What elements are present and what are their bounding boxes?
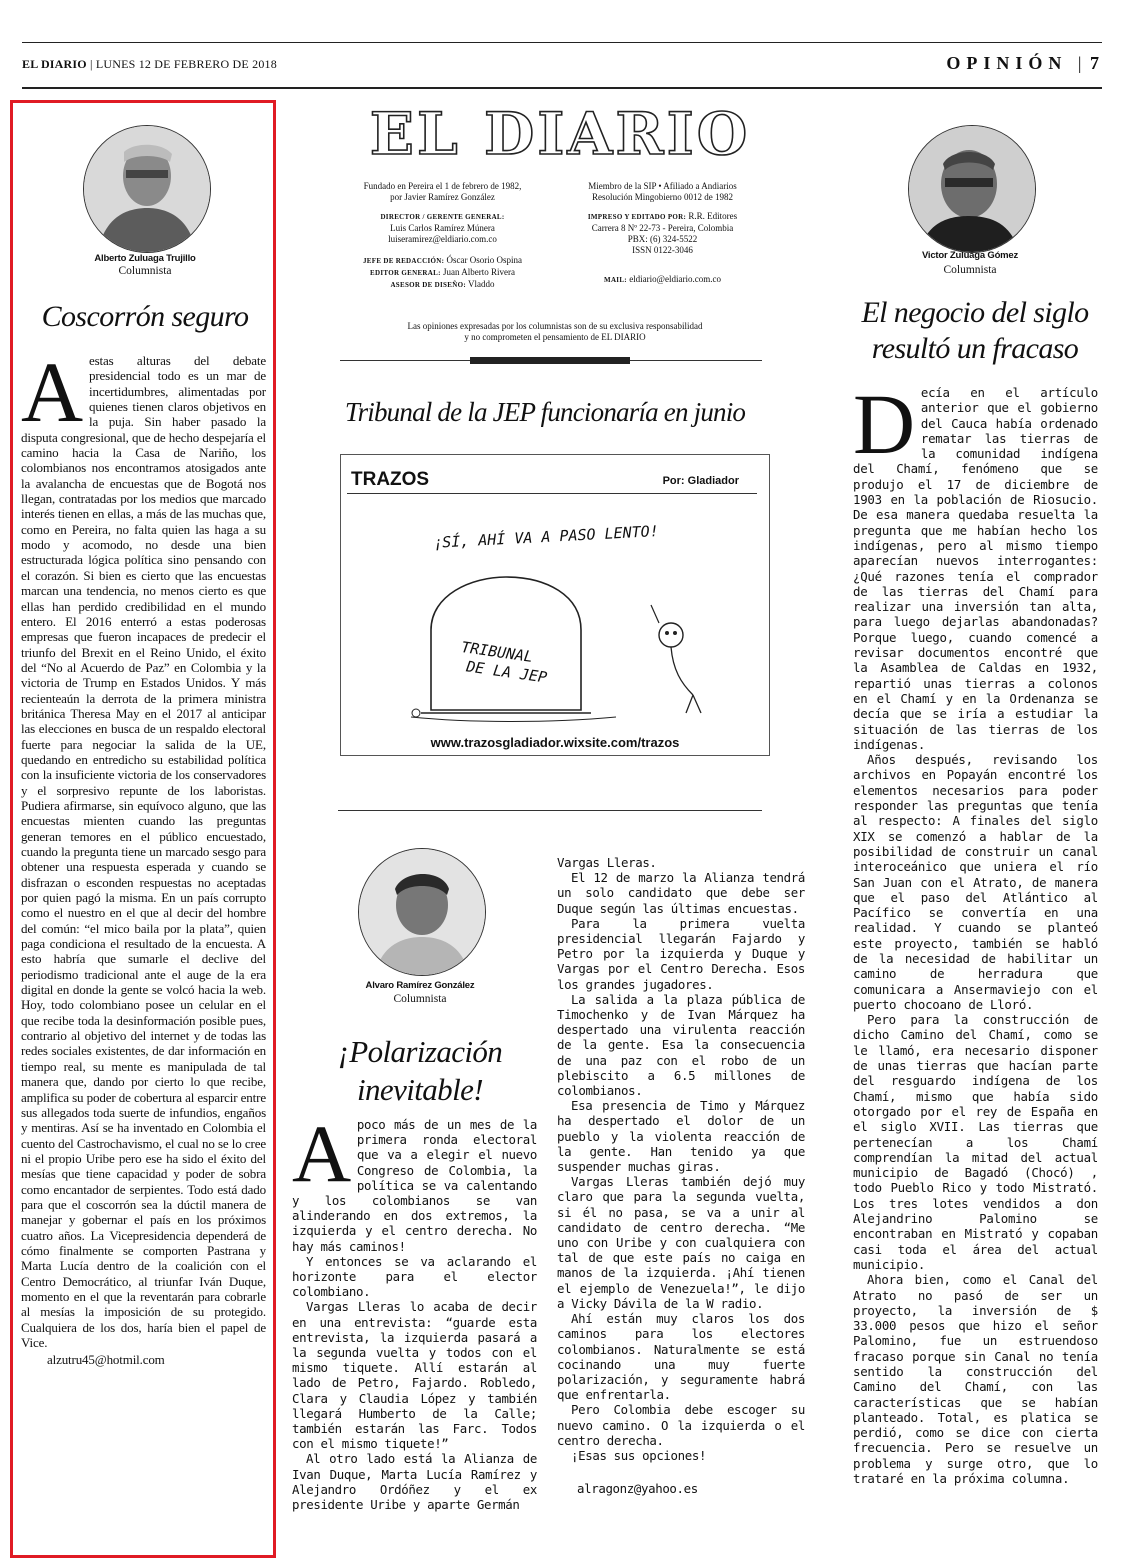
founder-line: por Javier Ramírez González xyxy=(390,192,495,202)
design-label: ASESOR DE DISEÑO: xyxy=(390,281,466,289)
redaccion-name: Óscar Osorio Ospina xyxy=(446,255,522,265)
article-body-middle-col2 xyxy=(557,855,805,1496)
article-text: estas alturas del debate presidencial todo es un mar de incertidumbres, alimentadas por quienes tienen claros objetivos en la puja. Sin haber pasado la disputa congresional, que de hecho despejaría el camino hacia la Casa de Nariño, los colombianos nos encontramos atosigados ante la avalancha de encuestas que de Bogotá nos llegan, contratadas por los medios que marcado interés tienen en ellas, a más de las muchas que, como en Pereira, no falta quien las haga a su modo y acomodo, no desde una bien estructurada lógica política sino pensando con el corazón. Si bien es cierto que las encuestas marcan una tendencia, no menos cierto es que ellas han perdido credibilidad en el mundo entero. El 2016 enterró a estas poderosas empresas que fueron incapaces de predecir el triunfo del Brexit en el Reino Unido, el éxito del “No al Acuerdo de Paz” en Colombia y la victoria de Trump en Estados Unidos. Y más recienteaún la derrota de la primera ministra británica Theresa May en el 2017 al anticipar las elecciones en busca de un respaldo electoral fuerte para negociar la salida de la UE, quedando en entredicho su estabilidad política con la insuficiente victoria de los conservadores y el sorpresivo repunte de los laboristas. Pudiera afirmarse, sin equívoco alguno, que las encuestas mienten cuando las preguntas generan temores en el público encuestado, cuando la pregunta tiene un marcado sesgo para obtener una respuesta esperada y cuando se disfrazan o esconden respuestas no aceptadas por quien pagó la misma. En un país corrupto como el nuestro en el que al decir del hombre del común: “el mico baila por la plata”, quien paga condiciona el resultado de la encuesta. A esto habría que sumarle el declive del periodismo tradicional ante el auge de la era digital en donde la gente se volcó hacia la web. Hoy, todo colombiano posee un celular en el que recibe toda la desinformación posible pues, contrario al objetivo del internet y de todas las redes sociales existentes, de dar información en tiempo real, su mente es manipulada de tal manera que, dando por cierto lo que recibe, amplifica su poder de cobertura al esparcir entre sus allegados toda suerte de infundios, engaños y mentiras. Así se ha inventado en Colombia el cuento del Castrochavismo, el cual no se lo cree ni el propio Uribe pero ese ha sido el éxito del mesías que tiene capacidad y poder de sobra como encantador de serpientes. Todo está dado para que el coscorrón sea la dúctil manera de manejar y gobernar el país en los próximos cuatro años. La Vicepresidencia dependerá de cómo finalmente se comporten Pastrana y Marta Lucía dentro de la coalición con el Centro Democrático, al triunfar Iván Duque, momento en el que la reventarán para cobrarle al mesías la imposición de su protegido. Cualquiera de los dos, haría bien el papel de Vice. xyxy=(21,353,266,1350)
paragraph: Vargas Lleras también dejó muy claro que para la segunda vuelta, si él no pasa, se va a unir al candidato de centro derecha. “Me uno con Uribe y con cualquiera con tal de que este país no caiga en manos de la izquierda. ¡Ahí tienen el ejemplo de Venezuela!”, le dijo a Vicky Dávila de la W radio. xyxy=(557,1174,805,1311)
cartoon-rule xyxy=(338,810,762,811)
author-role-right: Columnista xyxy=(943,264,997,276)
article-headline-middle xyxy=(300,1033,540,1109)
author-name: Alberto Zuluaga Trujillo xyxy=(94,253,196,264)
article-body xyxy=(21,344,266,1368)
author-email: alzutru45@hotmil.com xyxy=(47,1352,165,1368)
paragraph: Ahora bien, como el Canal del Atrato no pasó de ser un proyecto, la inversión de $ 33.000 pesos que hizo el señor Palomino, fue un estruendoso fracaso porque sin Canal no tenía sentido la construcción del Camino del Chamí, con las características que se habían planteado. Total, es platica se perdió, como se dice con cierta frecuencia. Pero se resuelve un problema y surge otro, que lo trataré en la próxima columna. xyxy=(853,1272,1098,1487)
newspaper-logo: EL DIARIO xyxy=(369,100,751,168)
disclaimer-line-2: y no comprometen el pensamiento de EL DIARIO xyxy=(464,332,646,342)
tomb-label-1: TRIBUNAL xyxy=(460,638,535,666)
pbx-line: PBX: (6) 324-5522 xyxy=(627,234,698,244)
cartoon-byline: Por: Gladiador xyxy=(662,475,739,487)
masthead-right-block xyxy=(555,181,770,286)
cartoon-image xyxy=(340,454,770,756)
section-name: OPINIÓN xyxy=(946,53,1068,73)
paragraph: Pero para la construcción de dicho Camino del Chamí, como se le llamó, era necesario disponer de unas tierras que hacían parte del resguardo indígena de los Chamí, mismo que había sido otorgado por el rey de España en el siglo XVII. Las tierras que pertenecían a los Chamí comprendían la mitad del actual municipio de Bagadó (Chocó) , todo Pueblo Rico y todo Mistrató. Los tres lotes vendidos a don Alejandrino Palomino se encontraban en Mistrató y copaban casi toda el área del actual municipio. xyxy=(853,1012,1098,1272)
paragraph: poco más de un mes de la primera ronda electoral que va a elegir el nuevo Congreso de Colombia, la política se va calentando y los colombianos se van alinderando en dos extremos, la izquierda y el centro derecha. No hay más caminos! xyxy=(292,1117,537,1254)
paragraph: Ahí están muy claros los dos caminos para los electores colombianos. Naturalmente se está cocinando una muy fuerte polarización, y seguramente habrá que enfrentarla. xyxy=(557,1311,805,1403)
author-email-middle: alragonz@yahoo.es xyxy=(577,1481,698,1497)
paragraph: La salida a la plaza pública de Timochenko y de Ivan Márquez ha despertado una virulenta reacción de la gente. Esa la consecuencia de una paz con el robo de un plebiscito a 6.5 millones de colombianos. xyxy=(557,991,805,1099)
header-rule xyxy=(22,87,1102,89)
drop-cap-middle: A xyxy=(292,1108,351,1199)
paragraph: ¡Esas sus opciones! xyxy=(571,1447,707,1463)
portrait-icon xyxy=(909,126,1035,252)
disclaimer xyxy=(335,321,775,343)
cartoon-url: www.trazosgladiador.wixsite.com/trazos xyxy=(430,735,680,750)
member-line: Miembro de la SIP • Afiliado a Andiarios xyxy=(588,181,737,191)
mail-label: MAIL: xyxy=(604,276,627,284)
director-email: luiseramirez@eldiario.com.co xyxy=(388,234,497,244)
author-name-right: Victor Zuluaga Gómez xyxy=(921,250,1019,261)
author-photo xyxy=(83,125,211,253)
paragraph: Años después, revisando los archivos en Popayán encontré los elementos necesarios para poder responder las preguntas que tenía al respecto: A finales del siglo XIX se comenzó a hablar de la posibilidad de construir un canal interoceánico que uniera el río San Juan con el Atrato, de manera que el paso del Atlántico al Pacífico se convertía en una realidad. Y cuando se planteó este proyecto, también se habló de la necesidad de habilitar un camino de herradura que comunicara a Ansermaviejo con el puerto chocoano de Lloró. xyxy=(853,752,1098,1012)
address-line: Carrera 8 Nº 22-73 - Pereira, Colombia xyxy=(591,223,734,233)
paragraph: ecía en el artículo anterior que el gobierno del Cauca había ordenado rematar las tierras de la comunidad indígena del Chamí, fenómeno que se produjo el 17 de diciembre de 1903 en la población de Riosucio. De esa manera quedaba resuelta la pregunta que me habían hecho los indígenas, pero al mismo tiempo aparecían nuevos interrogantes: ¿Qué razones tenía el comprador de las tierras del Chamí para realizar una inversión tan alta, para luego dejarlas abandonadas? Porque luego, cuando comencé a revisar documentos encontré que la Asamblea de Caldas en 1932, repartió unas tierras a colonos en el Chamí y en la Ordenanza se decía que se iría a estudiar la situación de las tierras de los indígenas. xyxy=(853,385,1098,752)
paper-name: EL DIARIO xyxy=(22,57,87,71)
masthead-left-block xyxy=(335,181,550,291)
author-name-middle: Alvaro Ramírez González xyxy=(365,980,475,991)
cartoon-title: Tribunal de la JEP funcionaría en junio xyxy=(344,397,746,427)
mail-address: eldiario@eldiario.com.co xyxy=(629,274,721,284)
author-role: Columnista xyxy=(118,265,172,277)
portrait-icon xyxy=(359,849,485,975)
author-photo-right xyxy=(908,125,1036,253)
paragraph: Vargas Lleras. xyxy=(557,855,657,870)
top-rule xyxy=(22,42,1102,43)
printer-label: IMPRESO Y EDITADO POR: xyxy=(587,213,687,221)
redaccion-label: JEFE DE REDACCIÓN: xyxy=(363,257,445,265)
article-headline: Coscorrón seguro xyxy=(41,300,249,333)
design-name: Vladdo xyxy=(468,279,495,289)
resolution-line: Resolución Mingobierno 0012 de 1982 xyxy=(592,192,733,202)
page-number: 7 xyxy=(1090,53,1099,73)
director-label: DIRECTOR / GERENTE GENERAL: xyxy=(380,213,505,221)
drop-cap: A xyxy=(21,344,83,440)
headline-line-1: ¡Polarización xyxy=(337,1034,503,1069)
article-body-middle-col1 xyxy=(292,1108,537,1513)
article-headline-right xyxy=(840,295,1110,367)
page-header-right: OPINIÓN | 7 xyxy=(946,53,1099,73)
issn-line: ISSN 0122-3046 xyxy=(632,245,693,255)
director-name: Luis Carlos Ramírez Múnera xyxy=(390,223,495,233)
editor-name: Juan Alberto Rivera xyxy=(442,267,515,277)
paragraph: Pero Colombia debe escoger su nuevo camino. O la izquierda o el centro derecha. xyxy=(557,1402,805,1448)
masthead-bar xyxy=(470,357,630,364)
paragraph: Esa presencia de Timo y Márquez ha despertado el dolor de un pueblo y la violenta reacción de la gente. Han tenido ya que suspender muchas giras. xyxy=(557,1098,805,1175)
headline-line-1: El negocio del siglo xyxy=(861,296,1089,329)
printer-name: R.R. Editores xyxy=(688,211,738,221)
author-role-middle: Columnista xyxy=(393,993,447,1005)
cartoon-drawing xyxy=(341,455,769,755)
page-header-left: EL DIARIO | LUNES 12 DE FEBRERO DE 2018 xyxy=(22,57,277,71)
speech-bubble: ¡SÍ, AHÍ VA A PASO LENTO! xyxy=(432,521,660,552)
article-body-right xyxy=(853,376,1098,1487)
disclaimer-line-1: Las opiniones expresadas por los columnistas son de su exclusiva responsabilidad xyxy=(407,321,703,331)
editor-label: EDITOR GENERAL: xyxy=(370,269,441,277)
paragraph: Y entonces se va aclarando el horizonte para el elector colombiano. xyxy=(292,1253,537,1300)
headline-line-2: resultó un fracaso xyxy=(871,332,1079,365)
founded-line: Fundado en Pereira el 1 de febrero de 1982, xyxy=(363,181,522,191)
drop-cap-right: D xyxy=(853,376,915,472)
paragraph: Vargas Lleras lo acaba de decir en una entrevista: “guarde esta entrevista, la izquierda pasará a la segunda vuelta y todos con el mismo tiquete. Allí estarán al lado de Petro, Fajardo. Robledo, Clara y Claudia López y también llegará Humberto de la Calle; también estarán las Farc. Todos con el mismo tiquete!” xyxy=(292,1299,537,1452)
headline-line-2: inevitable! xyxy=(357,1072,483,1107)
cartoon-brand: TRAZOS xyxy=(351,469,430,490)
paragraph: Para la primera vuelta presidencial llegarán Fajardo y Petro por la izquierda y Duque y Vargas por el Centro Derecha. Esos los grandes jugadores. xyxy=(557,915,805,992)
portrait-icon xyxy=(84,126,210,252)
author-photo-middle xyxy=(358,848,486,976)
paragraph: Al otro lado está la Alianza de Ivan Duque, Marta Lucía Ramírez y Alejandro Ordóñez y el ex presidente Uribe y aparte Germán xyxy=(292,1451,537,1513)
tomb-label-2: DE LA JEP xyxy=(465,657,549,687)
issue-date: LUNES 12 DE FEBRERO DE 2018 xyxy=(95,57,277,71)
paragraph: El 12 de marzo la Alianza tendrá un solo candidato que debe ser Duque según las últimas encuestas. xyxy=(557,870,805,916)
